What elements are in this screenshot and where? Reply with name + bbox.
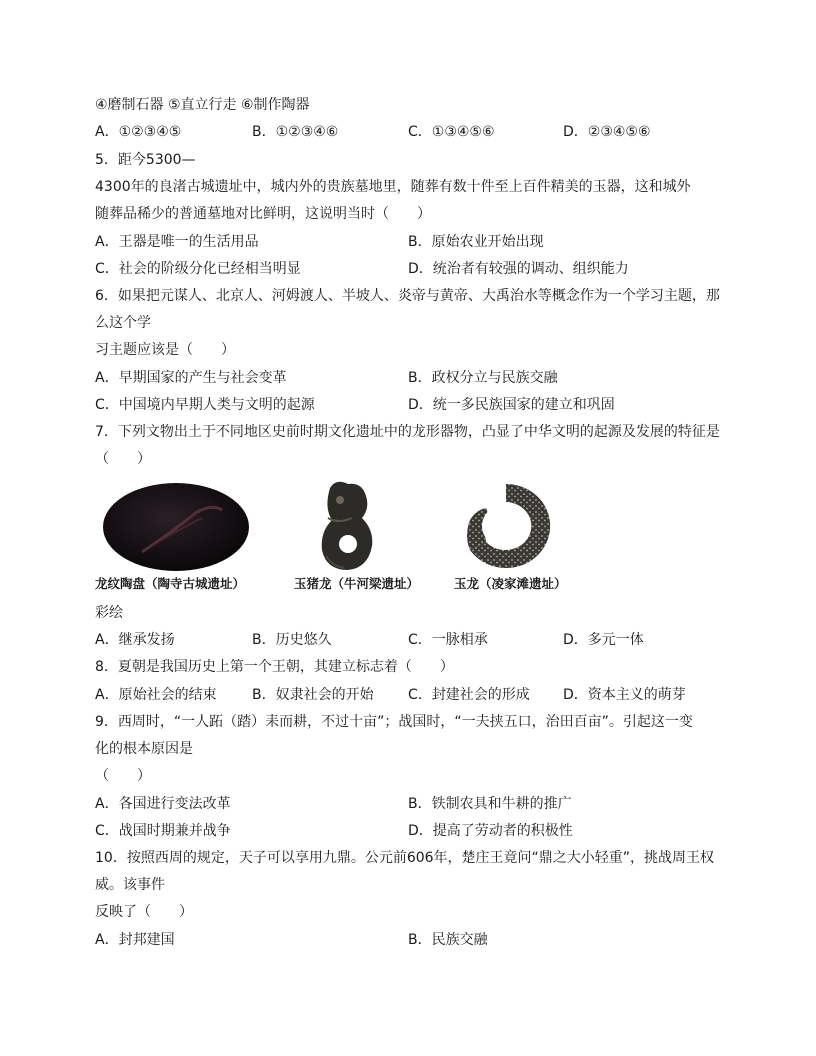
dragon-plate-image bbox=[102, 482, 250, 572]
q7-option-c: C．一脉相承 bbox=[408, 632, 488, 648]
q9-option-c: C．战国时期兼并战争 bbox=[95, 823, 231, 839]
q8-option-c: C．封建社会的形成 bbox=[408, 687, 530, 703]
q4-option-d: D．②③④⑤⑥ bbox=[563, 124, 651, 140]
q6-stem-1: 6．如果把元谋人、北京人、河姆渡人、半坡人、炎帝与黄帝、大禹治水等概念作为一个学习主题，那 bbox=[95, 288, 720, 304]
q5-stem-3: 随葬品稀少的普通墓地对比鲜明，这说明当时（ ） bbox=[95, 206, 431, 222]
q6-option-d: D．统一多民族国家的建立和巩固 bbox=[408, 397, 615, 413]
caption-dragon-plate: 龙纹陶盘（陶寺古城遗址） bbox=[95, 576, 246, 591]
q5-stem-1: 5．距今5300— bbox=[95, 152, 196, 168]
caption-jade-pig-dragon: 玉猪龙（牛河梁遗址） bbox=[294, 576, 420, 591]
q5-option-a: A．王器是唯一的生活用品 bbox=[95, 234, 259, 250]
q4-option-c: C．①③④⑤⑥ bbox=[408, 124, 495, 140]
q9-option-d: D．提高了劳动者的积极性 bbox=[408, 823, 573, 839]
q9-stem-2: 化的根本原因是 bbox=[95, 741, 193, 757]
caption-jade-dragon: 玉龙（凌家滩遗址） bbox=[454, 576, 567, 591]
q7-option-d: D．多元一体 bbox=[563, 632, 644, 648]
q6-option-a: A．早期国家的产生与社会变革 bbox=[95, 370, 287, 386]
q7-stem-1: 7．下列文物出土于不同地区史前时期文化遗址中的龙形器物，凸显了中华文明的起源及发展的特征是 bbox=[95, 424, 720, 440]
dragon-plate-icon bbox=[102, 482, 250, 572]
q10-stem-1: 10．按照西周的规定，天子可以享用九鼎。公元前606年，楚庄王竟问“鼎之大小轻重”，挑战周王权 bbox=[95, 850, 715, 866]
q9-option-a: A．各国进行变法改革 bbox=[95, 796, 231, 812]
q9-stem-1: 9．西周时，“一人跖（踏）耒而耕，不过十亩”；战国时，“一夫挟五口，治田百亩”。引起这一变 bbox=[95, 714, 693, 730]
q9-stem-3: （ ） bbox=[95, 768, 151, 784]
q5-option-b: B．原始农业开始出现 bbox=[408, 234, 544, 250]
q10-option-b: B．民族交融 bbox=[408, 932, 488, 948]
q6-option-c: C．中国境内早期人类与文明的起源 bbox=[95, 397, 315, 413]
q8-stem: 8．夏朝是我国历史上第一个王朝，其建立标志着（ ） bbox=[95, 659, 454, 675]
q6-option-b: B．政权分立与民族交融 bbox=[408, 370, 558, 386]
q7-option-a: A．继承发扬 bbox=[95, 632, 175, 648]
q10-stem-3: 反映了（ ） bbox=[95, 904, 193, 920]
q10-stem-2: 威。该事件 bbox=[95, 877, 165, 893]
q10-option-a: A．封邦建国 bbox=[95, 932, 175, 948]
jade-pig-dragon-icon bbox=[318, 478, 376, 572]
jade-dragon-ring-image bbox=[456, 480, 556, 572]
intro-line: ④磨制石器 ⑤直立行走 ⑥制作陶器 bbox=[95, 97, 310, 113]
q8-option-a: A．原始社会的结束 bbox=[95, 687, 217, 703]
q5-option-d: D．统治者有较强的调动、组织能力 bbox=[408, 261, 629, 277]
q7-option-b: B．历史悠久 bbox=[252, 632, 332, 648]
q8-option-b: B．奴隶社会的开始 bbox=[252, 687, 374, 703]
q8-option-d: D．资本主义的萌芽 bbox=[563, 687, 686, 703]
q9-option-b: B．铁制农具和牛耕的推广 bbox=[408, 796, 572, 812]
q4-option-b: B．①②③④⑥ bbox=[252, 124, 339, 140]
q6-stem-2: 么这个学 bbox=[95, 315, 151, 331]
q7-stem-2: （ ） bbox=[95, 451, 151, 467]
q4-option-a: A．①②③④⑤ bbox=[95, 124, 182, 140]
q6-stem-3: 习主题应该是（ ） bbox=[95, 342, 235, 358]
q7-extra-label: 彩绘 bbox=[95, 605, 123, 621]
q5-option-c: C．社会的阶级分化已经相当明显 bbox=[95, 261, 301, 277]
q5-stem-2: 4300年的良渚古城遗址中，城内外的贵族墓地里，随葬有数十件至上百件精美的玉器，这和城外 bbox=[95, 179, 691, 195]
jade-pig-dragon-image bbox=[318, 478, 376, 572]
jade-dragon-ring-icon bbox=[456, 480, 556, 572]
